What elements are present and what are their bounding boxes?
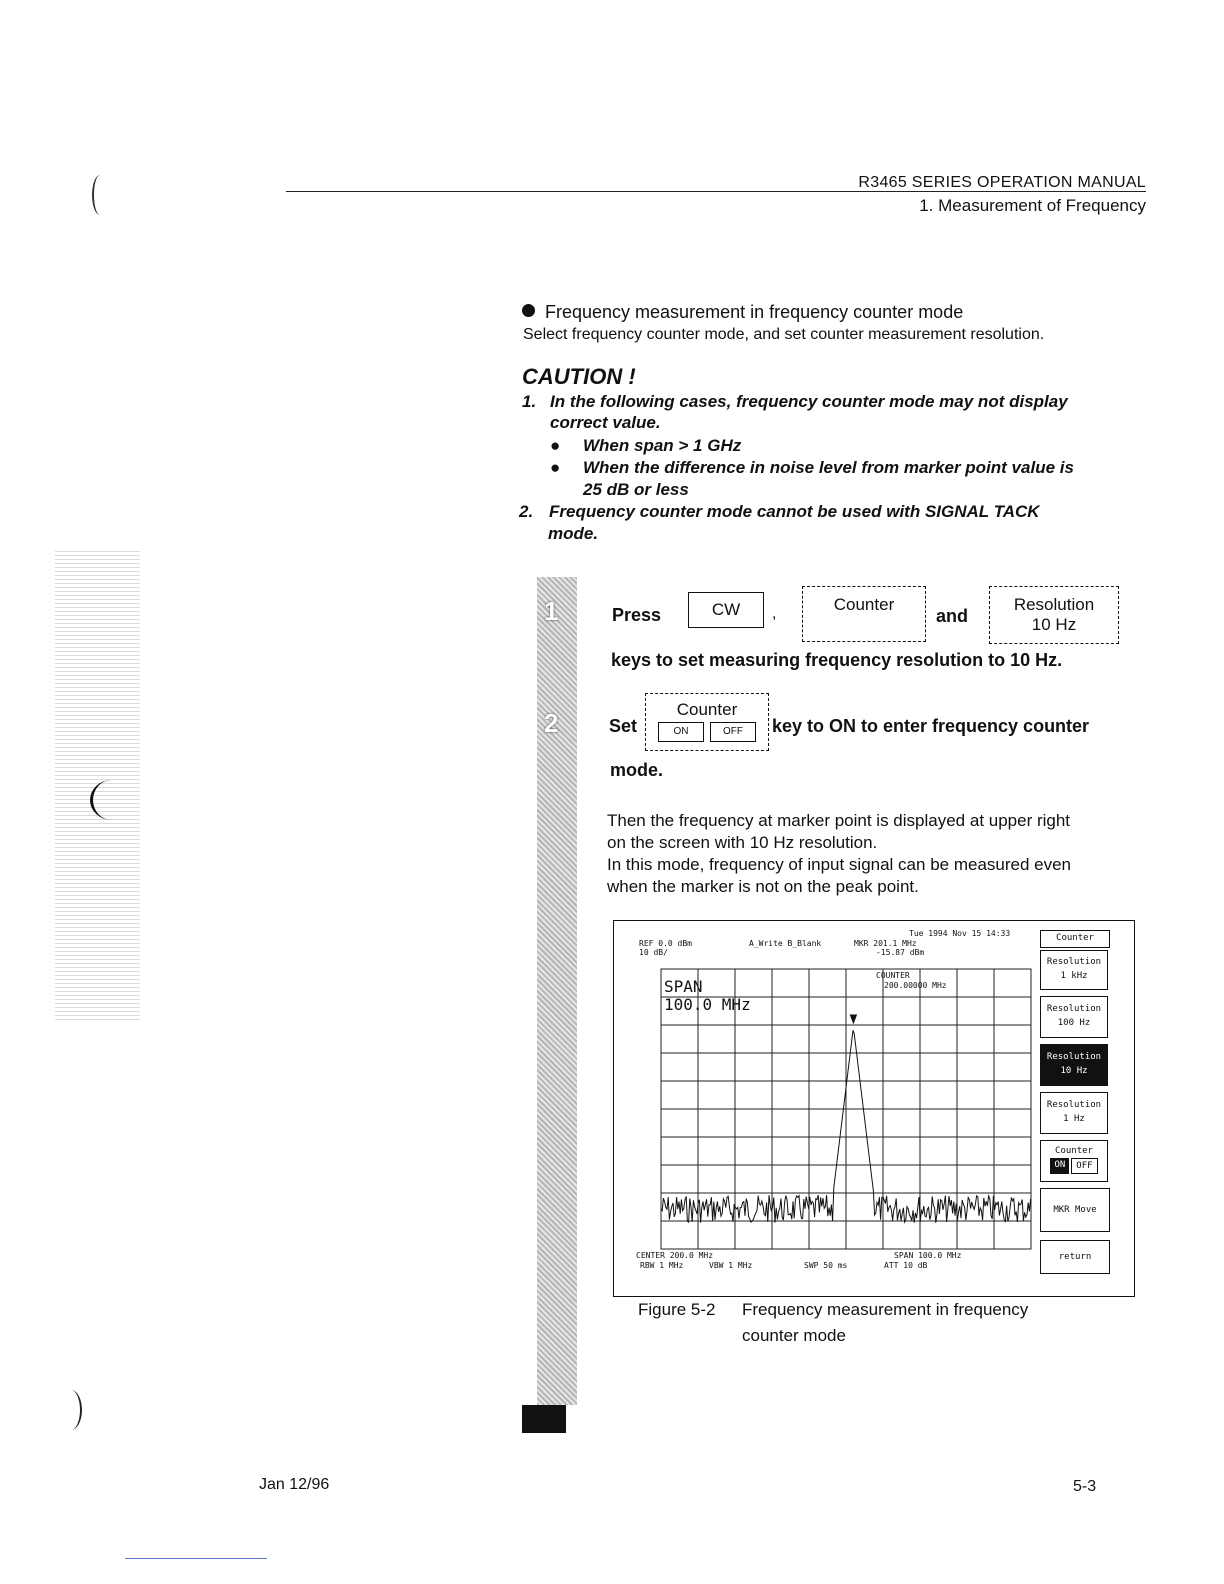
caution-item-2-cont: mode. xyxy=(548,524,599,543)
caution-item-1-cont: correct value. xyxy=(550,413,661,432)
step1-and: and xyxy=(936,606,969,626)
step-number-2: 2 xyxy=(544,708,559,738)
step2-instruction-cont: mode. xyxy=(610,760,664,780)
page-number: 5-3 xyxy=(1073,1478,1097,1495)
softkey-resolution-1khz[interactable]: Resolution 1 kHz xyxy=(1040,950,1108,990)
caution-num-2: 2. xyxy=(519,502,534,521)
counter-on: ON xyxy=(1050,1158,1069,1174)
manual-title: R3465 SERIES OPERATION MANUAL xyxy=(858,174,1146,191)
counter-on-off-softkey: Counter ON OFF xyxy=(645,693,769,751)
screen-mkr-freq: MKR 201.1 MHz xyxy=(854,939,917,948)
caution-heading: CAUTION ! xyxy=(522,364,636,389)
figure-caption: Frequency measurement in frequency xyxy=(742,1300,1029,1319)
screen-counter-value: 200.00000 MHz xyxy=(884,981,947,990)
header-rule xyxy=(286,191,1146,192)
caution-bullet-1: When span > 1 GHz xyxy=(583,436,742,455)
paragraph: Then the frequency at marker point is displayed at upper right on the screen with 10 Hz resolution. In this mode, frequency of input signal can be measured even when the marker is not on the peak point. xyxy=(607,811,1072,896)
cw-key: CW xyxy=(688,592,764,628)
screen-ref: REF 0.0 dBm xyxy=(639,939,692,948)
step2-instruction: key to ON to enter frequency counter xyxy=(772,716,1090,736)
section-title: Frequency measurement in frequency counter mode xyxy=(522,302,963,323)
softkey-return[interactable]: return xyxy=(1040,1240,1110,1274)
chapter-title: 1. Measurement of Frequency xyxy=(919,196,1146,215)
on-key: ON xyxy=(658,722,704,742)
caution-bullet-2-cont: 25 dB or less xyxy=(583,480,689,499)
resolution-10hz-softkey: Resolution 10 Hz xyxy=(989,586,1119,644)
step-sidebar xyxy=(537,577,577,1405)
scan-line xyxy=(125,1558,267,1559)
marker-icon xyxy=(850,1015,856,1023)
caution-item-1: In the following cases, frequency counter mode may not display xyxy=(550,392,1068,411)
softkey-resolution-10hz[interactable]: Resolution 10 Hz xyxy=(1040,1044,1108,1086)
caution-num-1: 1. xyxy=(522,392,537,411)
screen-swp: SWP 50 ms xyxy=(804,1261,848,1270)
sidebar-end-block xyxy=(522,1405,566,1433)
screen-center: CENTER 200.0 MHz xyxy=(636,1251,714,1260)
screen-att: ATT 10 dB xyxy=(884,1261,928,1270)
screen-span-bottom: SPAN 100.0 MHz xyxy=(894,1251,962,1260)
scan-mark xyxy=(90,780,133,820)
softkey-resolution-1hz[interactable]: Resolution 1 Hz xyxy=(1040,1092,1108,1134)
counter-softkey: Counter xyxy=(802,586,926,642)
bullet-icon: ● xyxy=(550,458,561,477)
screen-datetime: Tue 1994 Nov 15 14:33 xyxy=(909,929,1011,938)
step2-set: Set xyxy=(609,716,638,736)
screen-trace-mode: A_Write B_Blank xyxy=(749,939,822,948)
bullet-icon: ● xyxy=(550,436,561,455)
bullet-icon xyxy=(522,304,535,317)
softkey-mkr-move[interactable]: MKR Move xyxy=(1040,1188,1110,1232)
softkey-counter-on-off[interactable]: Counter ON OFF xyxy=(1040,1140,1108,1182)
caution-bullet-2: When the difference in noise level from marker point value is xyxy=(583,458,1074,477)
section-description: Select frequency counter mode, and set counter measurement resolution. xyxy=(523,326,1045,343)
softkey-menu-title: Counter xyxy=(1040,930,1110,948)
screen-rbw: RBW 1 MHz xyxy=(640,1261,684,1270)
scan-mark xyxy=(60,1390,82,1430)
screen-span-value: 100.0 MHz xyxy=(664,995,751,1014)
screen-vbw: VBW 1 MHz xyxy=(709,1261,753,1270)
softkey-resolution-100hz[interactable]: Resolution 100 Hz xyxy=(1040,996,1108,1038)
figure-label: Figure 5-2 xyxy=(638,1300,716,1319)
step1-instruction: keys to set measuring frequency resolution to 10 Hz. xyxy=(611,650,1063,670)
step-number-1: 1 xyxy=(544,596,559,626)
step1-press: Press xyxy=(612,605,662,625)
caution-item-2: Frequency counter mode cannot be used with SIGNAL TACK xyxy=(549,502,1040,521)
footer-date: Jan 12/96 xyxy=(259,1476,330,1493)
figure-caption-cont: counter mode xyxy=(742,1326,846,1345)
screen-mkr-level: -15.87 dBm xyxy=(876,948,925,957)
scan-mark xyxy=(92,175,108,215)
screen-span-label: SPAN xyxy=(664,977,703,996)
counter-off: OFF xyxy=(1071,1158,1097,1174)
comma: , xyxy=(772,605,777,622)
off-key: OFF xyxy=(710,722,756,742)
screen-scale: 10 dB/ xyxy=(639,948,668,957)
screen-counter-label: COUNTER xyxy=(876,971,910,980)
